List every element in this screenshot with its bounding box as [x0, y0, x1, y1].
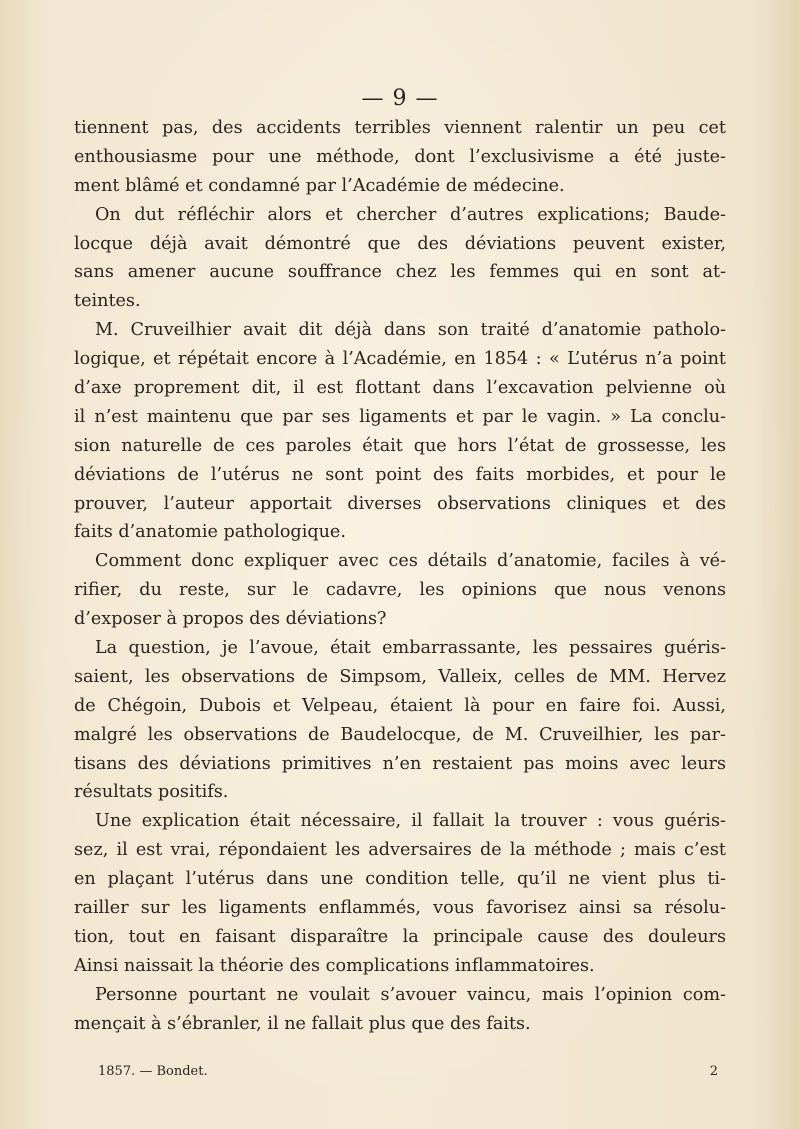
text-line: malgré les observations de Baudelocque, de M. Cruveilhier, les par-: [74, 724, 726, 745]
text-line: On dut réfléchir alors et chercher d’autres explications; Baude-: [95, 204, 726, 225]
signature-mark: 2: [709, 1064, 718, 1079]
text-line: Personne pourtant ne voulait s’avouer vaincu, mais l’opinion com-: [95, 984, 726, 1005]
text-line: prouver, l’auteur apportait diverses observations cliniques et des: [74, 493, 726, 514]
text-line: sez, il est vrai, répondaient les adversaires de la méthode ; mais c’est: [74, 840, 726, 861]
text-line: rifier, du reste, sur le cadavre, les opinions que nous venons: [74, 580, 726, 601]
text-line: résultats positifs.: [74, 782, 229, 803]
text-line: sion naturelle de ces paroles était que hors l’état de grossesse, les: [74, 435, 726, 456]
text-line: teintes.: [74, 291, 141, 312]
text-line: enthousiasme pour une méthode, dont l’exclusivisme a été juste-: [74, 146, 726, 167]
text-line: railler sur les ligaments enflammés, vous favorisez ainsi sa résolu-: [74, 898, 726, 919]
text-line: d’exposer à propos des déviations?: [74, 609, 387, 630]
text-line: La question, je l’avoue, était embarrassante, les pessaires guéris-: [95, 638, 726, 659]
printer-signature: 1857. — Bondet.: [98, 1064, 208, 1079]
text-line: Une explication était nécessaire, il fallait la trouver : vous guéris-: [95, 811, 726, 832]
text-line: mençait à s’ébranler, il ne fallait plus que des faits.: [74, 1013, 531, 1034]
text-line: déviations de l’utérus ne sont point des faits morbides, et pour le: [74, 464, 726, 485]
body-text: [74, 114, 726, 1039]
text-line: de Chégoin, Dubois et Velpeau, étaient là pour en faire foi. Aussi,: [74, 695, 726, 716]
text-line: d’axe proprement dit, il est flottant dans l’excavation pelvienne où: [74, 378, 726, 399]
text-line: Comment donc expliquer avec ces détails d’anatomie, faciles à vé-: [95, 551, 726, 572]
text-line: faits d’anatomie pathologique.: [74, 522, 346, 543]
text-line: locque déjà avait démontré que des déviations peuvent exister,: [74, 233, 726, 254]
text-line: tiennent pas, des accidents terribles viennent ralentir un peu cet: [74, 118, 726, 138]
text-line: M. Cruveilhier avait dit déjà dans son traité d’anatomie patholo-: [95, 320, 726, 341]
page-number: — 9 —: [361, 86, 439, 111]
text-line: saient, les observations de Simpsom, Valleix, celles de MM. Hervez: [74, 666, 726, 687]
text-line: il n’est maintenu que par ses ligaments et par le vagin. » La conclu-: [74, 406, 726, 427]
text-line: tisans des déviations primitives n’en restaient pas moins avec leurs: [74, 753, 726, 774]
text-line: Ainsi naissait la théorie des complications inflammatoires.: [74, 955, 595, 976]
text-line: ment blâmé et condamné par l’Académie de médecine.: [74, 175, 565, 196]
text-line: en plaçant l’utérus dans une condition telle, qu’il ne vient plus ti-: [74, 869, 726, 890]
text-line: sans amener aucune souffrance chez les femmes qui en sont at-: [74, 262, 726, 283]
text-line: tion, tout en faisant disparaître la principale cause des douleurs: [74, 926, 726, 947]
text-line: logique, et répétait encore à l’Académie, en 1854 : « L’utérus n’a point: [74, 349, 726, 370]
